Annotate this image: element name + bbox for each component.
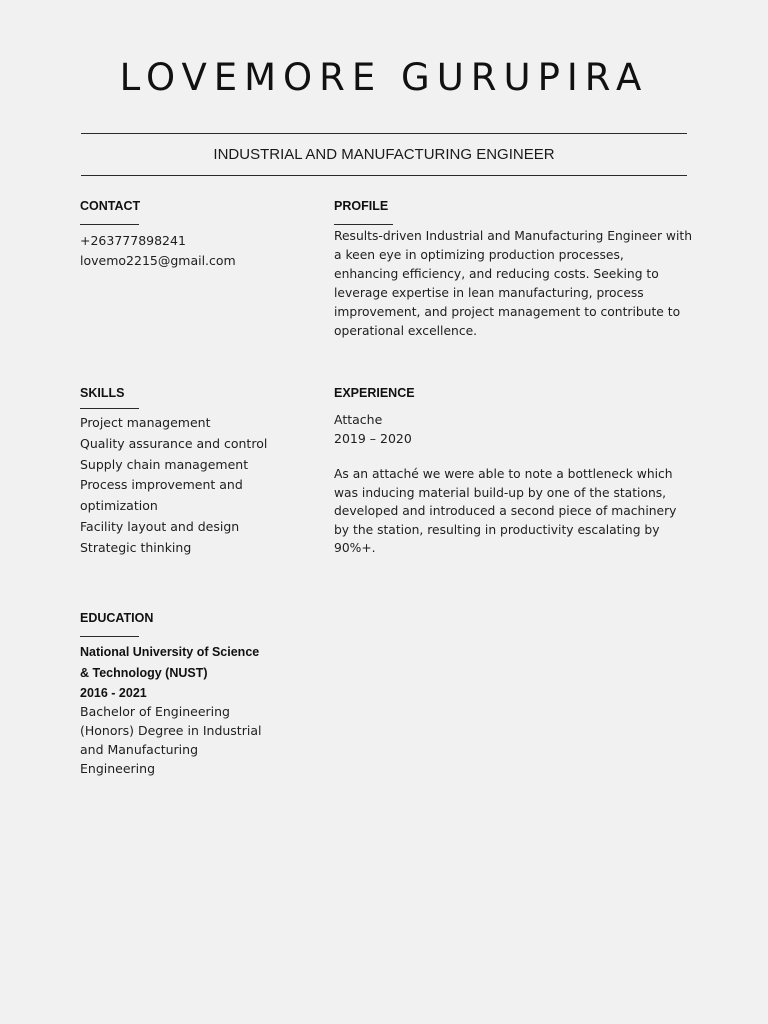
contact-email: lovemo2215@gmail.com	[80, 253, 236, 268]
skill-item: Quality assurance and control	[80, 435, 268, 451]
contact-heading: CONTACT	[80, 199, 141, 213]
education-heading-underline	[80, 636, 139, 637]
skill-item: Facility layout and design	[80, 518, 240, 534]
skills-heading-underline	[80, 408, 139, 409]
experience-description	[334, 465, 676, 558]
skill-item: Strategic thinking	[80, 539, 192, 555]
experience-line: As an attaché we were able to note a bottleneck which	[334, 467, 673, 481]
header-bottom-divider	[81, 175, 687, 176]
degree-line: Bachelor of Engineering	[80, 704, 230, 719]
contact-phone: +263777898241	[80, 233, 186, 248]
education-degree	[80, 702, 261, 778]
skill-item: Process improvement and	[80, 477, 243, 493]
profile-line: improvement, and project management to contribute to	[334, 305, 681, 319]
degree-line: and Manufacturing	[80, 742, 199, 757]
profile-summary	[334, 227, 692, 341]
institution-name: & Technology (NUST)	[80, 665, 208, 680]
skills-list	[80, 413, 267, 559]
education-years: 2016 - 2021	[80, 686, 147, 700]
skill-item: Supply chain management	[80, 456, 249, 472]
experience-line: 90%+.	[334, 541, 376, 555]
education-heading: EDUCATION	[80, 611, 154, 625]
institution-name: National University of Science	[80, 645, 260, 659]
experience-line: developed and introduced a second piece of machinery	[334, 504, 677, 518]
profile-line: leverage expertise in lean manufacturing, process	[334, 286, 644, 300]
candidate-name: LOVEMORE GURUPIRA	[119, 56, 649, 99]
header-top-divider	[81, 133, 687, 134]
contact-heading-underline	[80, 224, 139, 225]
profile-line: a keen eye in optimizing production processes,	[334, 248, 624, 262]
job-title: INDUSTRIAL AND MANUFACTURING ENGINEER	[213, 146, 555, 163]
skill-item: Project management	[80, 415, 211, 430]
experience-role	[334, 410, 412, 448]
education-institution	[80, 642, 259, 704]
profile-heading: PROFILE	[334, 199, 389, 213]
degree-line: Engineering	[80, 761, 155, 776]
experience-period: 2019 – 2020	[334, 431, 412, 446]
experience-heading: EXPERIENCE	[334, 386, 415, 400]
profile-line: Results-driven Industrial and Manufacturing Engineer with	[334, 229, 693, 243]
degree-line: (Honors) Degree in Industrial	[80, 723, 262, 738]
experience-line: was inducing material build-up by one of the stations,	[334, 485, 667, 500]
profile-line: operational excellence.	[334, 324, 478, 338]
experience-title: Attache	[334, 412, 383, 427]
skills-heading: SKILLS	[80, 386, 125, 400]
profile-heading-underline	[334, 224, 393, 225]
contact-details	[80, 231, 236, 271]
experience-line: by the station, resulting in productivity escalating by	[334, 522, 660, 537]
profile-line: enhancing efficiency, and reducing costs. Seeking to	[334, 267, 659, 281]
skill-item: optimization	[80, 498, 158, 514]
